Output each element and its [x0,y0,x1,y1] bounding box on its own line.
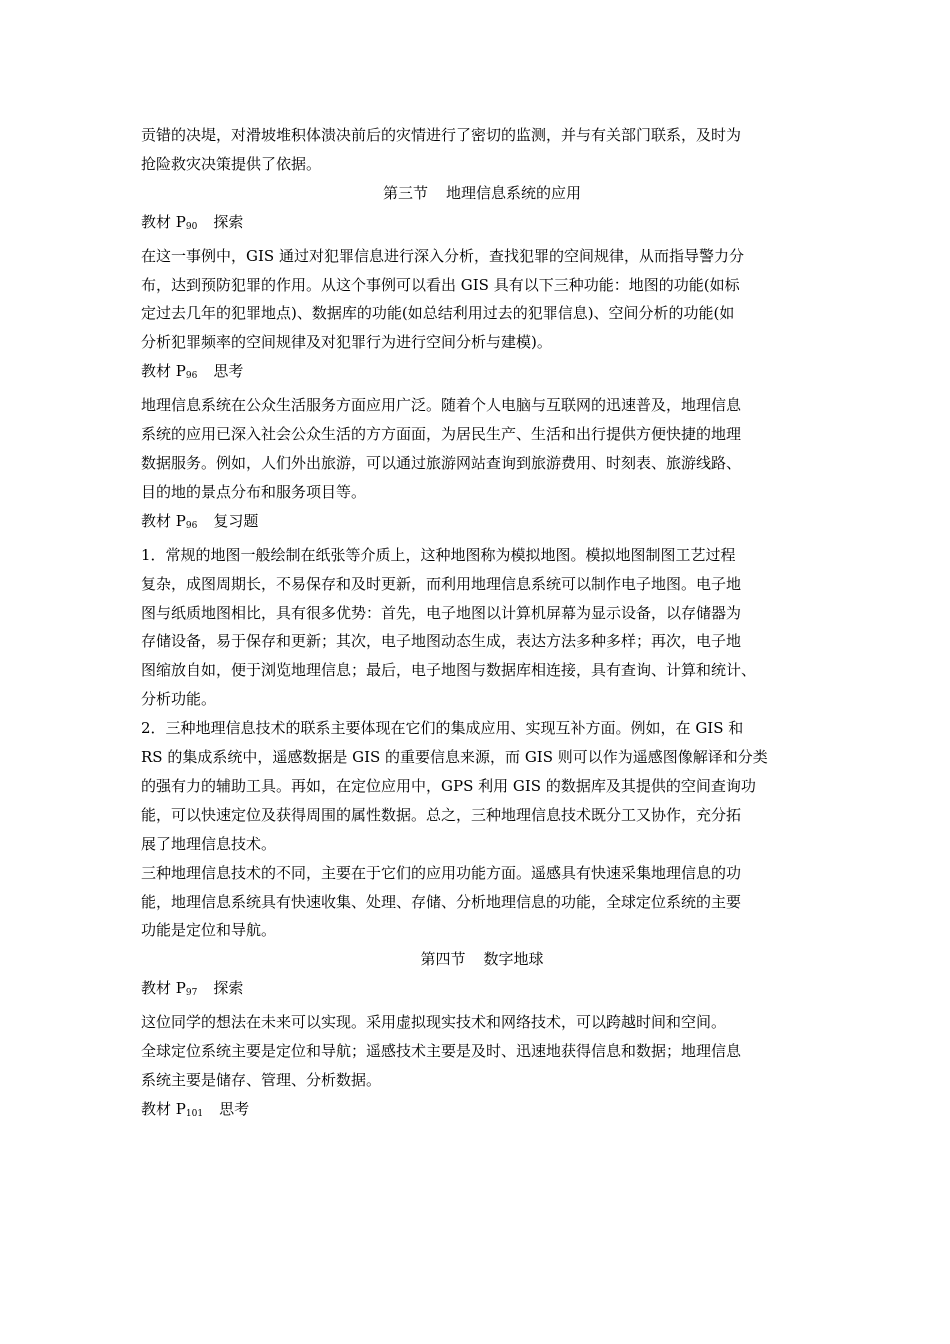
page-subscript: 97 [185,988,198,999]
text-line: 贡错的决堤，对滑坡堆积体溃决前后的灾情进行了密切的监测，并与有关部门联系，及时为 [141,126,742,144]
text-line: 定过去几年的犯罪地点)、数据库的功能(如总结利用过去的犯罪信息)、空间分析的功能(如 [141,304,735,323]
text-line: 抢险救灾决策提供了依据。 [141,154,322,173]
answer-paragraph [141,391,823,507]
text-line: 能，可以快速定位及获得周围的属性数据。总之，三种地理信息技术既分工又协作，充分拓 [141,805,742,824]
answer-paragraph [141,1037,823,1095]
text-line: 的强有力的辅助工具。再如，在定位应用中，GPS 利用 GIS 的数据库及其提供的空间查询功 [141,776,756,795]
page-subscript: 96 [185,371,198,382]
text-line: RS 的集成系统中，遥感数据是 GIS 的重要信息来源，而 GIS 则可以作为遥感图像解译和分类 [141,748,768,767]
answer-item-2-continued [141,859,823,946]
textbook-reference-label: 教材 $P_{96}$ 复习题 [141,511,259,531]
text-line: 数据服务。例如，人们外出旅游，可以通过旅游网站查询到旅游费用、时刻表、旅游线路、 [141,453,742,472]
text-line: 系统主要是储存、管理、分析数据。 [141,1071,382,1089]
text-line: 地理信息系统在公众生活服务方面应用广泛。随着个人电脑与互联网的迅速普及，地理信息 [141,396,742,415]
reference-topic: 复习题 [213,511,259,530]
text-line: 1．常规的地图一般绘制在纸张等介质上，这种地图称为模拟地图。模拟地图制图工艺过程 [141,545,736,564]
textbook-reference-label: 教材 $P_{96}$ 思考 [141,362,244,382]
reference-topic: 思考 [213,362,244,381]
text-line: 分析功能。 [141,690,217,709]
text-line: 展了地理信息技术。 [141,834,277,853]
answer-paragraph [141,242,823,358]
text-line: 存储设备，易于保存和更新；其次，电子地图动态生成，表达方法多种多样；再次，电子地 [141,632,742,651]
intro-paragraph [141,121,823,179]
text-line: 能，地理信息系统具有快速收集、处理、存储、分析地理信息的功能，全球定位系统的主要 [141,892,742,911]
page-content [141,121,823,1129]
text-line: 这位同学的想法在未来可以实现。采用虚拟现实技术和网络技术，可以跨越时间和空间。 [141,1013,727,1032]
text-line: 布，达到预防犯罪的作用。从这个事例可以看出 GIS 具有以下三种功能：地图的功能(如标 [141,275,740,294]
section-number: 第四节 [420,950,466,969]
textbook-reference-label: 教材 $P_{90}$ 探索 [141,212,244,232]
text-line: 2．三种地理信息技术的联系主要体现在它们的集成应用、实现互补方面。例如，在 GIS 和 [141,719,744,738]
text-line: 图缩放自如，便于浏览地理信息；最后，电子地图与数据库相连接，具有查询、计算和统计、 [141,661,757,680]
text-line: 图与纸质地图相比，具有很多优势：首先，电子地图以计算机屏幕为显示设备，以存储器为 [141,603,742,622]
answer-item-1 [141,541,823,714]
section-title-4 [141,945,823,974]
page-subscript: 96 [185,520,198,531]
text-line: 全球定位系统主要是定位和导航；遥感技术主要是及时、迅速地获得信息和数据；地理信息 [141,1042,742,1061]
section-title-3 [141,179,823,208]
text-line: 目的地的景点分布和服务项目等。 [141,482,367,501]
text-line: 系统的应用已深入社会公众生活的方方面面，为居民生产、生活和出行提供方便快捷的地理 [141,425,742,444]
textbook-reference-label: 教材 $P_{97}$ 探索 [141,979,244,999]
page-subscript: 90 [185,221,198,232]
section-name: 地理信息系统的应用 [446,183,582,202]
text-line: 在这一事例中，GIS 通过对犯罪信息进行深入分析，查找犯罪的空间规律，从而指导警力分 [141,246,744,265]
text-line: 复杂，成图周期长，不易保存和及时更新，而利用地理信息系统可以制作电子地图。电子地 [141,574,742,593]
textbook-reference-label: 教材 $P_{101}$ 思考 [141,1099,250,1119]
answer-item-2 [141,714,823,859]
page-subscript: 101 [185,1108,204,1119]
reference-topic: 探索 [213,979,244,998]
section-number: 第三节 [382,183,428,202]
reference-topic: 思考 [219,1099,250,1118]
answer-paragraph [141,1008,823,1037]
reference-topic: 探索 [213,212,244,231]
section-name: 数字地球 [483,950,544,969]
text-line: 功能是定位和导航。 [141,921,277,940]
text-line: 分析犯罪频率的空间规律及对犯罪行为进行空间分析与建模)。 [141,333,552,352]
text-line: 三种地理信息技术的不同，主要在于它们的应用功能方面。遥感具有快速采集地理信息的功 [141,863,742,882]
